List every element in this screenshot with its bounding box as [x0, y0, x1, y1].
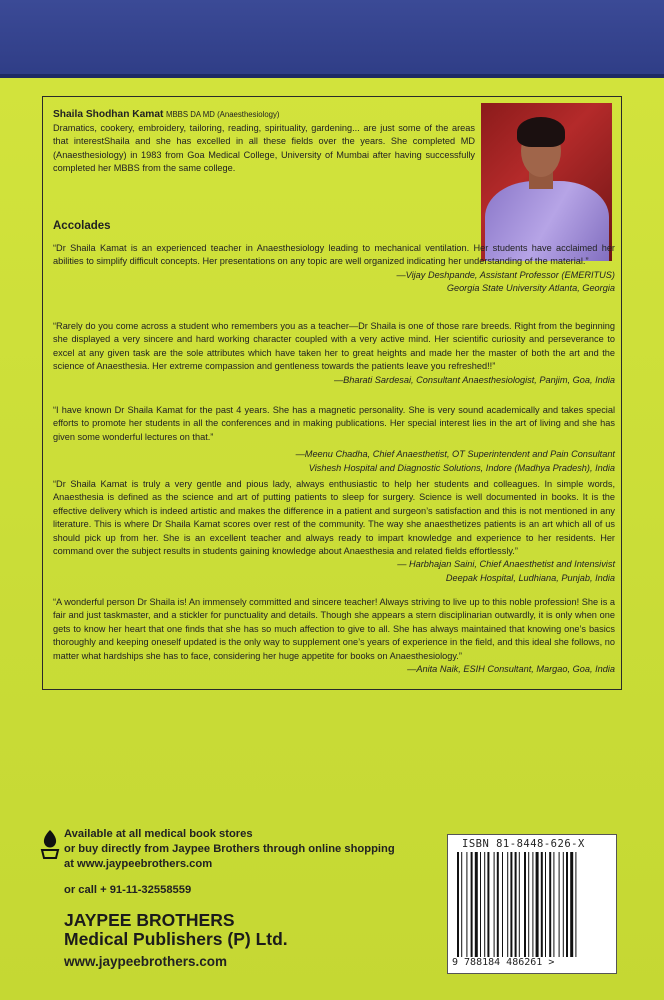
accolades-heading: Accolades	[53, 220, 111, 232]
publisher-url[interactable]: www.jaypeebrothers.com	[64, 954, 228, 969]
phone-number[interactable]: or call + 91-11-32558559	[64, 884, 192, 896]
quote-text: “Rarely do you come across a student who remembers you as a teacher—Dr Shaila is one of those rare breeds. Right from the beginning she displayed a very sincere and hard working character coupled with a very active mind. Her scientific curiosity and perseverance to excel at any given task are the sole attributes which have taken her to great heights and made her the master of both the art and the science of Anaesthesia. Her extreme compassion and gentleness towards the patients leave you refreshed!!”	[53, 321, 615, 372]
barcode-bars	[455, 852, 611, 957]
quote-text: “Dr Shaila Kamat is an experienced teacher in Anaesthesiology leading to mechanical ventilation. Her students have acclaimed her abilities to simplify difficult concepts. Her presentations on any topic are well organized indicating her understanding of the material.”	[53, 243, 615, 267]
quote-attribution: —Bharati Sardesai, Consultant Anaesthesiologist, Panjim, Goa, India	[333, 374, 615, 385]
quote-2	[53, 320, 615, 387]
barcode-digits: 9 788184 486261 >	[452, 957, 555, 968]
quote-attribution: —Vijay Deshpande, Assistant Professor (EMERITUS)	[396, 269, 615, 280]
quote-text: “I have known Dr Shaila Kamat for the past 4 years. She has a magnetic personality. She is very sound academically and takes special efforts to promote her students in all the conferences and in making publications. Her special interest lies in the art of living and she has given some wonderful lectures on that.”	[53, 405, 615, 442]
quote-attribution: —Anita Naik, ESIH Consultant, Margao, Goa, India	[407, 664, 615, 675]
quote-1	[53, 242, 615, 296]
quote-attribution-affiliation: Georgia State University Atlanta, Georgia	[446, 283, 615, 294]
quote-attribution-affiliation: Vishesh Hospital and Diagnostic Solutions, Indore (Madhya Pradesh), India	[308, 462, 615, 473]
quote-attribution-affiliation: Deepak Hospital, Ludhiana, Punjab, India	[445, 572, 615, 583]
quote-4	[53, 478, 615, 585]
quote-text: “A wonderful person Dr Shaila is! An immensely committed and sincere teacher! Always striving to live up to this noble profession! She is a fair and just taskmaster, and a stickler for punctuality and details. Though she appears a stern disciplinarian outwardly, it is only when one gets to know her heart that one finds that she has so much affection to give to all. She has always maintained that knowing one’s basics thoroughly and keeping oneself updated is the only way to supplement one’s years of experience in the field, and this ideal she follows, no matter what hardships she has to face, considering her huge appetite for books on Anaesthesiology.”	[53, 597, 615, 661]
author-block	[53, 108, 475, 176]
quote-5	[53, 596, 615, 676]
isbn-text: ISBN 81-8448-626-X	[462, 838, 585, 850]
availability-line: Available at all medical book stores	[64, 828, 253, 840]
availability-block	[64, 827, 444, 872]
author-name: Shaila Shodhan Kamat	[53, 109, 164, 120]
quote-attribution: —Meenu Chadha, Chief Anaesthetist, OT Superintendent and Pain Consultant	[295, 449, 615, 460]
publisher-name	[64, 911, 288, 949]
publisher-name-line1: JAYPEE BROTHERS	[64, 910, 235, 930]
author-photo	[481, 103, 612, 261]
jaypee-logo-icon	[38, 828, 62, 860]
availability-line: or buy directly from Jaypee Brothers through online shopping	[64, 843, 395, 855]
availability-url[interactable]: at www.jaypeebrothers.com	[64, 858, 213, 870]
quote-3	[53, 404, 615, 475]
author-credentials: MBBS DA MD (Anaesthesiology)	[165, 110, 280, 119]
publisher-name-line2: Medical Publishers (P) Ltd.	[64, 929, 288, 949]
top-blue-band	[0, 0, 664, 78]
quote-text: “Dr Shaila Kamat is truly a very gentle and pious lady, always enthusiastic to help her students and colleagues. In simple words, Anaesthesia is defined as the science and art of putting patients to sleep for surgery. Science is well documented in books. It is the effective delivery which is indeed artistic and makes the difference in a patient and surgeon’s satisfaction and this is not mentioned in any literature. This is where Dr Shaila Kamat scores over rest of the community. The way she anaesthetizes patients is an art which all of us should pick up from her. She is an excellent teacher and always ready to impart knowledge and experience to her residents. Her command over the subject results in students gaining knowledge about Anaesthesia and related fields effortlessly.”	[53, 479, 615, 557]
quote-attribution: — Harbhajan Saini, Chief Anaesthetist and Intensivist	[397, 559, 615, 570]
author-bio: Dramatics, cookery, embroidery, tailoring, reading, spirituality, gardening... are just some of the areas that interestShaila and she has excelled in all these fields over the years. She completed MD (Anaesthesiology) in 1983 from Goa Medical College, University of Mumbai after having successfully completed her MBBS from the same college.	[53, 122, 475, 174]
